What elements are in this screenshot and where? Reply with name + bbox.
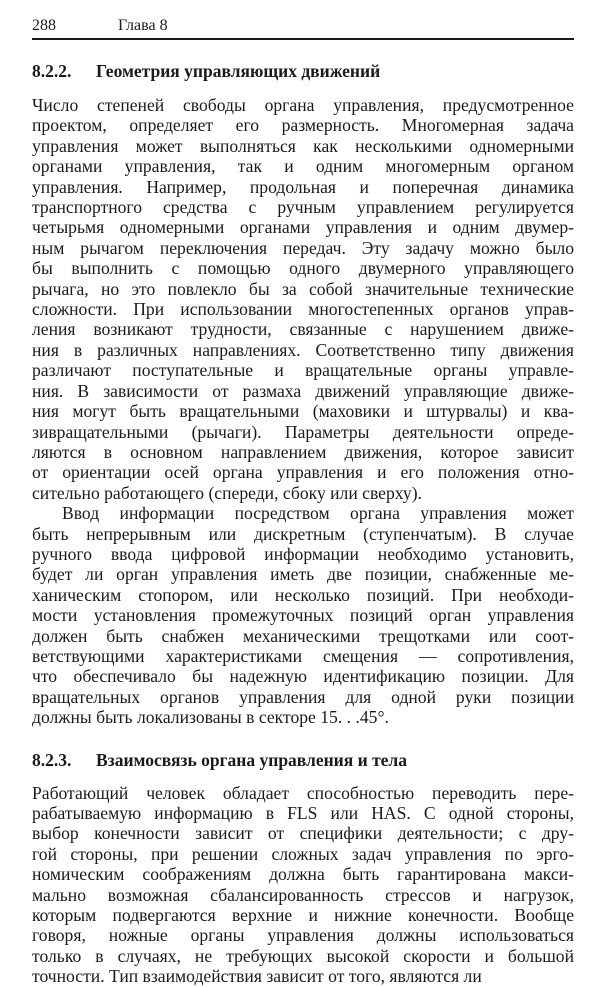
book-page — [32, 14, 574, 987]
text-line: должны быть локализованы в секторе 15. . .45°. — [32, 707, 389, 728]
text-line: ления возникают трудности, связанные с нарушением движе- — [32, 319, 574, 340]
text-line: ния в различных направлениях. Соответственно типу движения — [32, 339, 574, 360]
running-header — [32, 14, 574, 38]
text-line: выбор конечности зависит от специфики деятельности; с дру- — [32, 823, 574, 844]
text-line: говоря, ножные органы управления должны использоваться — [32, 925, 574, 946]
text-line: мально возможная сбалансированность стрессов и нагрузок, — [32, 884, 574, 905]
text-line: сительно работающего (спереди, сбоку или сверху). — [32, 482, 422, 503]
text-line: быть непрерывным или дискретным (ступенчатым). В случае — [32, 523, 574, 544]
text-line: управления может выполняться как несколькими одномерными — [32, 135, 574, 156]
section-heading-8-2-3 — [32, 748, 574, 772]
text-line: ляются в основном направлением движения, которое зависит — [32, 441, 574, 462]
text-line: от ориентации осей органа управления и его положения отно- — [32, 462, 574, 483]
chapter-label: Глава 8 — [118, 17, 168, 34]
text-line: ветствующими характеристиками смещения — сопротивления, — [32, 645, 574, 666]
paragraph-information-input — [32, 503, 574, 727]
text-line: гой стороны, при решении сложных задач управления по эрго- — [32, 843, 574, 864]
paragraph-body-interaction — [32, 783, 574, 987]
section-number: 8.2.3. — [32, 749, 72, 770]
text-line: Число степеней свободы органа управления, предусмотренное — [32, 95, 574, 115]
section-title: Геометрия управляющих движений — [96, 61, 381, 81]
text-line: бы выполнить с помощью одного двумерного управляющего — [32, 258, 574, 279]
paragraph-degrees-of-freedom — [32, 95, 574, 503]
text-line: рабатываемую информацию в FLS или HAS. С одной стороны, — [32, 803, 574, 823]
section-number: 8.2.2. — [32, 61, 72, 81]
text-line: транспортного средства с ручным управлением регулируется — [32, 197, 574, 218]
text-line: номическим соображениям должна быть гарантирована макси- — [32, 864, 574, 885]
page-number: 288 — [32, 17, 56, 34]
text-line: различают поступательные и вращательные органы управле- — [32, 360, 574, 381]
text-line: которым подвергаются верхние и нижние конечности. Вообще — [32, 905, 574, 926]
text-line: ния. В зависимости от размаха движений управляющие движе- — [32, 380, 574, 401]
text-line: будет ли орган управления иметь две позиции, снабженные ме- — [32, 564, 574, 585]
text-line: управления. Например, продольная и поперечная динамика — [32, 176, 574, 197]
text-line: проектом, определяет его размерность. Многомерная задача — [32, 115, 574, 136]
header-rule — [32, 38, 574, 40]
text-line: должен быть снабжен механическими трещотками или соот- — [32, 625, 574, 646]
text-line: что обеспечивало бы надежную идентификацию позиции. Для — [32, 666, 574, 687]
text-line: ручного ввода цифровой информации необходимо установить, — [32, 543, 574, 564]
text-line: рычага, но это повлекло бы за собой значительные технические — [32, 278, 574, 299]
section-heading-8-2-2 — [32, 59, 574, 83]
text-line: только в случаях, не требующих высокой скорости и большой — [32, 945, 574, 966]
text-line: ханическим стопором, или несколько позиций. При необходи- — [32, 584, 574, 605]
text-line: органами управления, так и одним многомерным органом — [32, 156, 574, 177]
text-line: ным рычагом переключения передач. Эту задачу можно было — [32, 237, 574, 258]
text-line: вращательных органов управления для одной руки позиции — [32, 686, 574, 707]
text-line — [32, 503, 574, 523]
text-line: ния могут быть вращательными (маховики и штурвалы) и ква- — [32, 401, 574, 422]
text-line: четырьмя одномерными органами управления и одним двумер- — [32, 217, 574, 238]
text-line: сложности. При использовании многостепенных органов управ- — [32, 299, 574, 320]
text-line: зивращательными (рычаги). Параметры деятельности опреде- — [32, 421, 574, 442]
text-line-content: Ввод информации посредством органа управления может — [62, 503, 574, 524]
text-line: Работающий человек обладает способностью переводить пере- — [32, 782, 574, 803]
text-line: точности. Тип взаимодействия зависит от того, являются ли — [32, 966, 482, 987]
text-line: мости установления промежуточных позиций орган управления — [32, 605, 574, 626]
section-title: Взаимосвязь органа управления и тела — [96, 749, 408, 770]
